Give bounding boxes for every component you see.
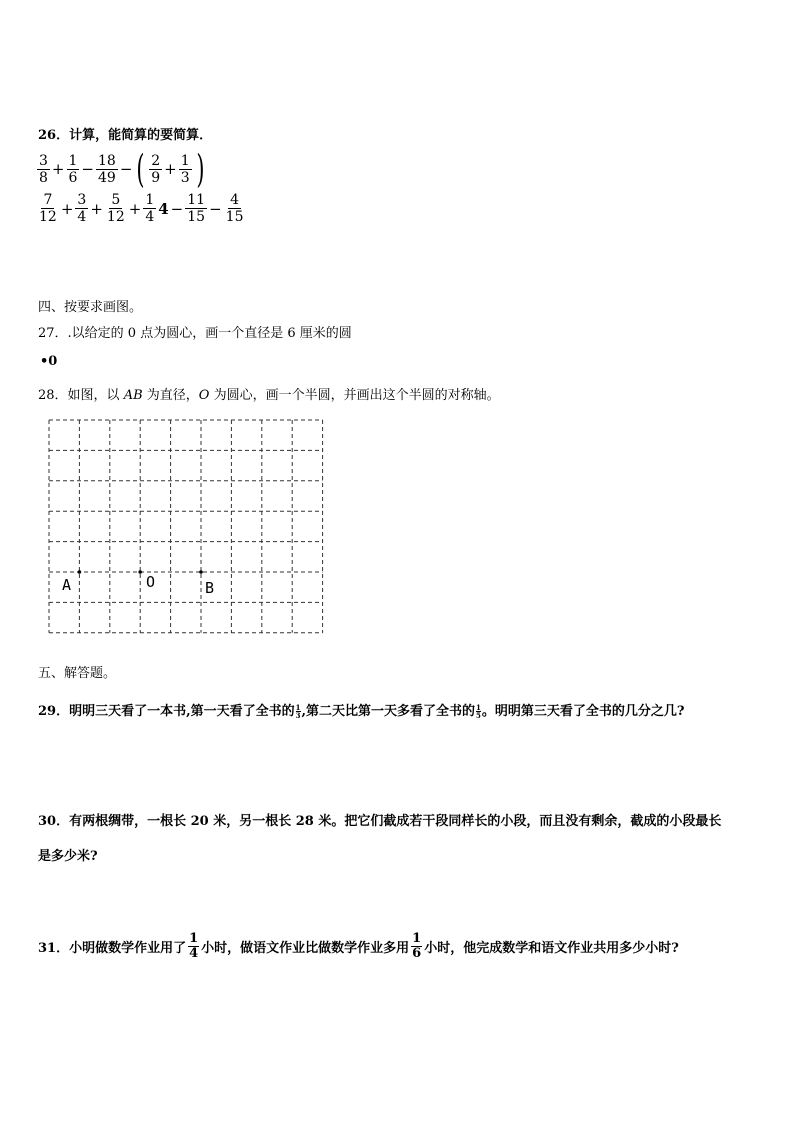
q31-text: 31．小明做数学作业用了 $\frac{1}{4}$ 小时，做语文作业比做数学作业多用 $\frac{1}{6}$ 小时，他完成数学和语文作业共用多少小时? <box>38 931 679 961</box>
q29-text: 29．明明三天看了一本书,第一天看了全书的 $\frac{1}{3}$ ,第二天比第一天多看了全书的 $\frac{1}{5}$ 。明明第三天看了全书的几分之几? <box>38 703 685 720</box>
fraction: $\frac{7}{12}$ <box>39 192 57 225</box>
point-o-label: O <box>146 573 156 591</box>
fraction: $\frac{5}{12}$ <box>106 192 125 225</box>
grid-svg <box>48 419 324 635</box>
operator: − <box>209 199 222 218</box>
fraction: $\frac{1}{6}$ <box>68 152 78 186</box>
q26-expression-2 <box>36 192 246 225</box>
dashed-grid <box>48 419 324 639</box>
fraction: $\frac{1}{4}$ <box>145 192 155 225</box>
q30-text-line-2: 是多少米? <box>38 849 98 864</box>
operator: + <box>60 199 74 218</box>
operator: + <box>90 199 103 218</box>
operator: + <box>128 199 142 218</box>
fraction: $\frac{11}{15}$ <box>187 192 206 225</box>
q28-text: 28．如图，以 AB 为直径，O 为圆心，画一个半圆，并画出这个半圆的对称轴。 <box>38 388 500 403</box>
operator: + <box>164 160 177 178</box>
fraction: $\frac{3}{4}$ <box>77 192 87 225</box>
operator: − <box>81 160 94 178</box>
fraction: $\frac{2}{9}$ <box>151 152 161 186</box>
fraction: $\frac{18}{49}$ <box>98 152 116 186</box>
point-a-dot <box>78 570 82 574</box>
point-o-dot <box>138 570 142 574</box>
point-a-label: A <box>62 576 72 594</box>
operator: − <box>119 160 133 178</box>
section-5-heading: 五、解答题。 <box>38 666 117 681</box>
fraction: $\frac{1}{4}$ <box>189 931 199 961</box>
operator: − <box>170 199 184 218</box>
q26-title: 26．计算，能简算的要简算． <box>38 128 213 143</box>
fraction: $\frac{1}{3}$ <box>180 152 190 186</box>
fraction: $\frac{1}{6}$ <box>412 931 422 961</box>
q27-center-point: •0 <box>40 354 58 369</box>
fraction: $\frac{4}{15}$ <box>225 192 244 225</box>
fraction: $\frac{1}{5}$ <box>476 703 481 720</box>
whole-number: 4 <box>158 199 169 218</box>
point-b-dot <box>199 570 203 574</box>
q30-text-line-1: 30．有两根绸带，一根长 20 米，另一根长 28 米。把它们截成若干段同样长的小段，而且没有剩余，截成的小段最长 <box>38 814 722 829</box>
right-paren: ) <box>195 147 205 191</box>
q26-expression-1 <box>36 147 207 191</box>
operator: + <box>51 160 65 178</box>
point-b-label: B <box>205 579 215 597</box>
q27-text: 27．.以给定的 0 点为圆心，画一个直径是 6 厘米的圆 <box>38 326 352 341</box>
left-paren: ( <box>136 147 145 191</box>
section-4-heading: 四、按要求画图。 <box>38 300 143 315</box>
fraction: $\frac{3}{8}$ <box>39 152 48 186</box>
fraction: $\frac{1}{3}$ <box>295 703 301 720</box>
